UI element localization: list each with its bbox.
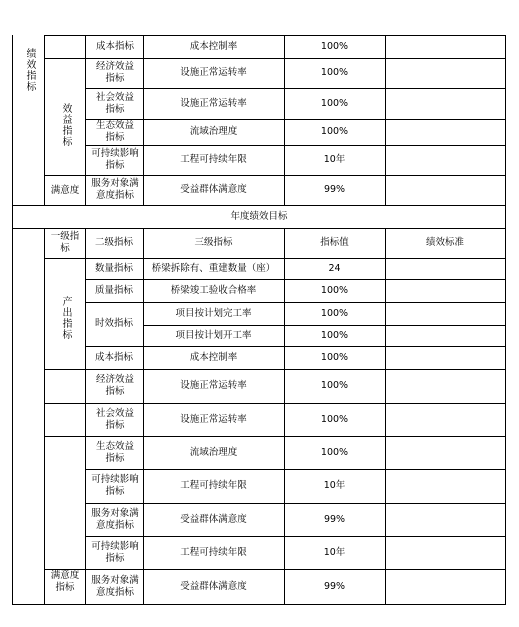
bottom-row-1-level3: 桥梁拆除有、重建数量（座） [151,262,276,274]
bottom-row-2-level2: 质量指标 [94,284,133,296]
bottom-row-5-level3: 成本控制率 [189,351,238,363]
bottom-row-2-value: 100% [320,284,349,296]
effect-indicator-label: 效益指标 [60,103,71,147]
bottom-row-3-level3: 项目按计划完工率 [175,307,252,319]
grid-line [385,35,386,205]
bottom-row-11-level3: 工程可持续年限 [180,546,247,558]
bottom-row-3-level2: 时效指标 [94,318,133,329]
top-row-3-level2: 社会效益指标 [95,91,134,115]
annual-performance-title: 年度绩效目标 [230,210,288,222]
top-row-2-value: 100% [320,67,349,78]
top-row-3-value: 100% [320,97,349,109]
top-row-6-level3: 受益群体满意度 [180,184,247,195]
bottom-row-12-value: 99% [323,580,346,592]
bottom-row-7-value: 100% [320,413,349,425]
header-level3: 三级指标 [194,237,233,248]
grid-line [44,228,45,605]
bottom-row-12-level2: 服务对象满意度指标 [91,574,139,598]
bottom-row-11-level2: 可持续影响指标 [91,540,139,564]
bottom-row-6-level3: 设施正常运转率 [180,380,247,391]
bottom-row-12-level3: 受益群体满意度 [180,580,247,592]
bottom-row-8-level2: 生态效益指标 [95,440,134,464]
bottom-row-6-value: 100% [320,380,349,391]
header-level2: 二级指标 [94,237,133,248]
bottom-row-9-level3: 工程可持续年限 [180,480,247,491]
top-row-4-level3: 流域治理度 [189,126,238,137]
bottom-row-3-value: 100% [320,307,349,319]
satisfaction-label-top: 满意度 [50,184,80,196]
grid-line [12,604,506,605]
bottom-row-8-value: 100% [320,446,349,458]
output-indicator-label: 产出指标 [60,296,71,340]
bottom-row-9-level2: 可持续影响指标 [91,474,139,497]
bottom-row-2-level3: 桥梁竣工验收合格率 [170,284,257,296]
bottom-row-4-level3: 项目按计划开工率 [175,329,252,341]
bottom-row-5-level2: 成本指标 [94,351,133,363]
top-row-1-value: 100% [320,40,349,52]
top-row-5-level2: 可持续影响指标 [91,148,139,171]
grid-line [505,35,506,605]
top-row-4-value: 100% [320,126,349,137]
bottom-row-4-value: 100% [320,329,349,341]
bottom-row-1-level2: 数量指标 [94,262,133,274]
header-standard: 绩效标准 [425,237,464,248]
grid-line [12,35,13,605]
bottom-row-10-level3: 受益群体满意度 [180,513,247,525]
top-row-5-level3: 工程可持续年限 [180,154,247,165]
top-row-2-level3: 设施正常运转率 [180,67,247,78]
grid-line [85,35,86,205]
top-row-1-level2: 成本指标 [95,40,134,52]
top-row-3-level3: 设施正常运转率 [180,97,247,109]
bottom-row-1-value: 24 [328,262,341,274]
bottom-row-5-value: 100% [320,351,349,363]
bottom-row-8-level3: 流域治理度 [189,446,238,458]
bottom-row-11-value: 10年 [323,546,346,558]
bottom-row-7-level3: 设施正常运转率 [180,413,247,425]
bottom-row-9-value: 10年 [323,480,346,491]
bottom-row-10-value: 99% [323,513,346,525]
header-level1: 一级指标 [50,231,80,254]
top-row-1-level3: 成本控制率 [189,40,238,52]
header-value: 指标值 [320,237,349,248]
grid-line [385,228,386,605]
performance-indicator-label: 绩效指标 [24,48,35,92]
top-row-6-level2: 服务对象满意度指标 [91,178,139,201]
bottom-row-6-level2: 经济效益指标 [95,374,134,397]
top-row-5-value: 10年 [323,154,346,165]
satisfaction-label-bottom: 满意度指标 [50,570,80,593]
top-row-6-value: 99% [323,184,346,195]
top-row-4-level2: 生态效益指标 [95,120,134,143]
bottom-row-7-level2: 社会效益指标 [95,407,134,431]
bottom-row-10-level2: 服务对象满意度指标 [91,507,139,531]
top-row-2-level2: 经济效益指标 [95,61,134,84]
performance-table [12,35,506,605]
grid-line [44,35,45,205]
